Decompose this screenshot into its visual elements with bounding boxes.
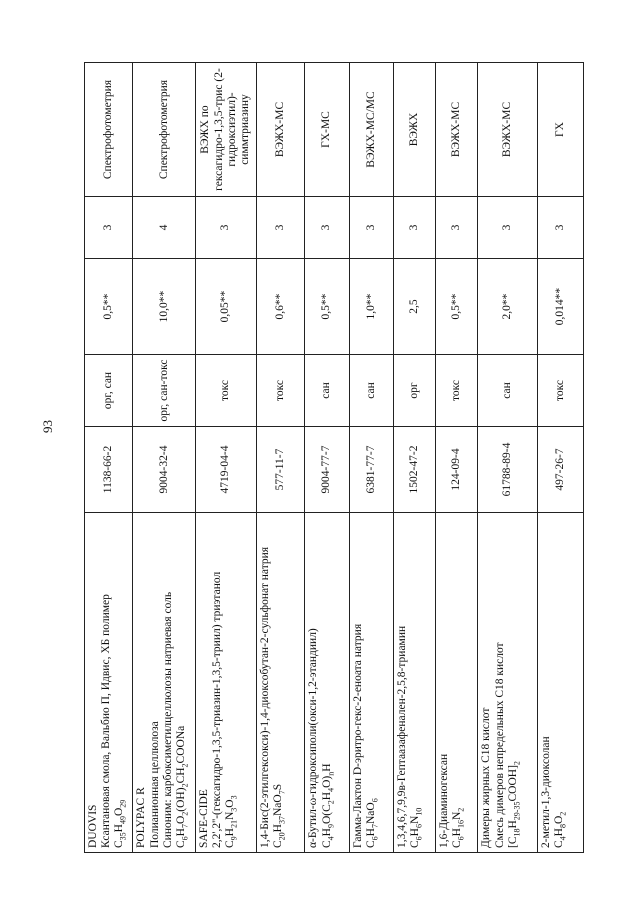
hazard-class-cell: 3 [305, 197, 349, 259]
substance-name-line: $C_6H_6N_{10}$ [409, 807, 424, 848]
substance-name-cell [256, 513, 305, 853]
class-cell: токс [436, 355, 478, 427]
class-cell: токс [195, 355, 256, 427]
value-cell: 10,0** [133, 259, 195, 355]
substance-name-line: $C_4H_8O_2$ [552, 811, 568, 848]
cas-number-cell: 4719-04-4 [195, 427, 256, 513]
method-cell: ВЭЖХ-МС [436, 63, 478, 197]
table-row [256, 63, 305, 853]
table-row [349, 63, 393, 853]
hazard-class-cell: 4 [133, 197, 195, 259]
page-number-text: 93 [40, 420, 55, 433]
class-cell: сан [349, 355, 393, 427]
method-cell: ВЭЖХ-МС [256, 63, 305, 197]
substance-name-line: Смесь димеров непредельных С18 кислот [493, 642, 506, 848]
class-cell: орг, сан [85, 355, 133, 427]
substance-name-cell [436, 513, 478, 853]
substance-name-line: $C_6H_{16}N_2$ [451, 807, 466, 848]
value-cell: 0,014** [537, 259, 583, 355]
substance-name-line: 1,6-Диаминогексан [438, 753, 451, 848]
substance-name-line: $C_{35}H_{49}O_{29}$ [113, 799, 128, 848]
cas-number-cell: 124-09-4 [436, 427, 478, 513]
substance-name-line: α-Бутил-ω-гидроксиполи(окси-1,2-этандиил) [307, 628, 320, 848]
substance-name-line: Гамма-Лактон D-эритро-гекс-2-еноата натрия [351, 623, 364, 848]
hazard-class-cell: 3 [256, 197, 305, 259]
method-cell: ГХ [537, 63, 583, 197]
substance-name-line: $C_9H_{21}N_3O_3$ [224, 795, 239, 848]
hazard-class-cell: 3 [478, 197, 537, 259]
hazard-class-cell: 3 [85, 197, 133, 259]
substance-name-line: 2,2',2''-(гексагидро-1,3,5-триазин-1,3,5-триил) триэтанол [211, 571, 224, 848]
substances-table [84, 62, 584, 853]
substance-name-cell [349, 513, 393, 853]
hazard-class-cell: 3 [349, 197, 393, 259]
cas-number-cell: 1138-66-2 [85, 427, 133, 513]
cas-number-cell: 497-26-7 [537, 427, 583, 513]
substance-name-cell [478, 513, 537, 853]
cas-number-cell: 9004-77-7 [305, 427, 349, 513]
class-cell: токс [256, 355, 305, 427]
cas-number-cell: 577-11-7 [256, 427, 305, 513]
value-cell: 2,0** [478, 259, 537, 355]
value-cell: 2,5 [394, 259, 436, 355]
table-row [195, 63, 256, 853]
method-cell: ВЭЖХ-МС [478, 63, 537, 197]
hazard-class-cell: 3 [394, 197, 436, 259]
substance-name-line: 2-метил-1,3-диоксолан [539, 736, 552, 848]
value-cell: 0,5** [85, 259, 133, 355]
method-cell: ВЭЖХ по гексагидро-1,3,5-трис (2-гидроксиэтил)-симмтриазину [195, 63, 256, 197]
rotated-table-wrapper [84, 63, 584, 853]
substance-name-line: $C_4H_9O(C_2H_4O)_nH$ [320, 763, 335, 848]
substance-name-line: 1,3,4,6,7,9,9в-Гептаазафенален-2,5,8-триамин [396, 625, 409, 848]
substance-name-line: POLYPAC R [135, 787, 148, 848]
substance-name-line: 1,4-Бис(2-этилгексокси)-1,4-диоксобутан-2-сульфонат натрия [258, 546, 271, 848]
class-cell: орг, сан-токс [133, 355, 195, 427]
substance-name-cell [85, 513, 133, 853]
substance-name-line: $C_6H_7NaO_6$ [364, 798, 380, 848]
substance-name-cell [305, 513, 349, 853]
method-cell: Спектрофотометрия [85, 63, 133, 197]
hazard-class-cell: 3 [537, 197, 583, 259]
method-cell: ВЭЖХ-МС/МС [349, 63, 393, 197]
value-cell: 0,05** [195, 259, 256, 355]
value-cell: 0,5** [305, 259, 349, 355]
value-cell: 0,6** [256, 259, 305, 355]
substance-name-line: $C_{20}H_{37}NaO_7S$ [272, 783, 287, 848]
table-row [133, 63, 195, 853]
hazard-class-cell: 3 [436, 197, 478, 259]
substance-name-line: Димеры жирных С18 кислот [480, 707, 493, 848]
value-cell: 1,0** [349, 259, 393, 355]
substance-name-cell [394, 513, 436, 853]
table-row [394, 63, 436, 853]
cas-number-cell: 1502-47-2 [394, 427, 436, 513]
method-cell: ВЭЖХ [394, 63, 436, 197]
table-body [85, 63, 584, 853]
class-cell: орг [394, 355, 436, 427]
hazard-class-cell: 3 [195, 197, 256, 259]
table-row [85, 63, 133, 853]
substance-name-line: Полианионная целлюлоза [148, 721, 161, 848]
substance-name-cell [195, 513, 256, 853]
substance-name-line: Синоним: карбоксиметилцеллюлозы натриевая соль [161, 591, 174, 848]
substance-name-cell [133, 513, 195, 853]
class-cell: сан [478, 355, 537, 427]
method-cell: Спектрофотометрия [133, 63, 195, 197]
class-cell: сан [305, 355, 349, 427]
method-cell: ГХ-МС [305, 63, 349, 197]
cas-number-cell: 6381-77-7 [349, 427, 393, 513]
table-row [537, 63, 583, 853]
table-row [436, 63, 478, 853]
cas-number-cell: 9004-32-4 [133, 427, 195, 513]
substance-name-line: DUOVIS [87, 804, 99, 848]
cas-number-cell: 61788-89-4 [478, 427, 537, 513]
class-cell: токс [537, 355, 583, 427]
substance-name-cell [537, 513, 583, 853]
substance-name-line: Ксантановая смола, Вальбио П, Идвис, ХБ полимер [100, 594, 113, 848]
value-cell: 0,5** [436, 259, 478, 355]
substance-name-line: $[C_{18}H_{29-35}COOH]_2$ [506, 761, 522, 848]
table-row [305, 63, 349, 853]
substance-name-line: SAFE-CIDE [197, 789, 210, 848]
substance-name-line: $C_6H_7O_2(OH)_2CH_2COONa$ [175, 725, 190, 848]
table-row [478, 63, 537, 853]
